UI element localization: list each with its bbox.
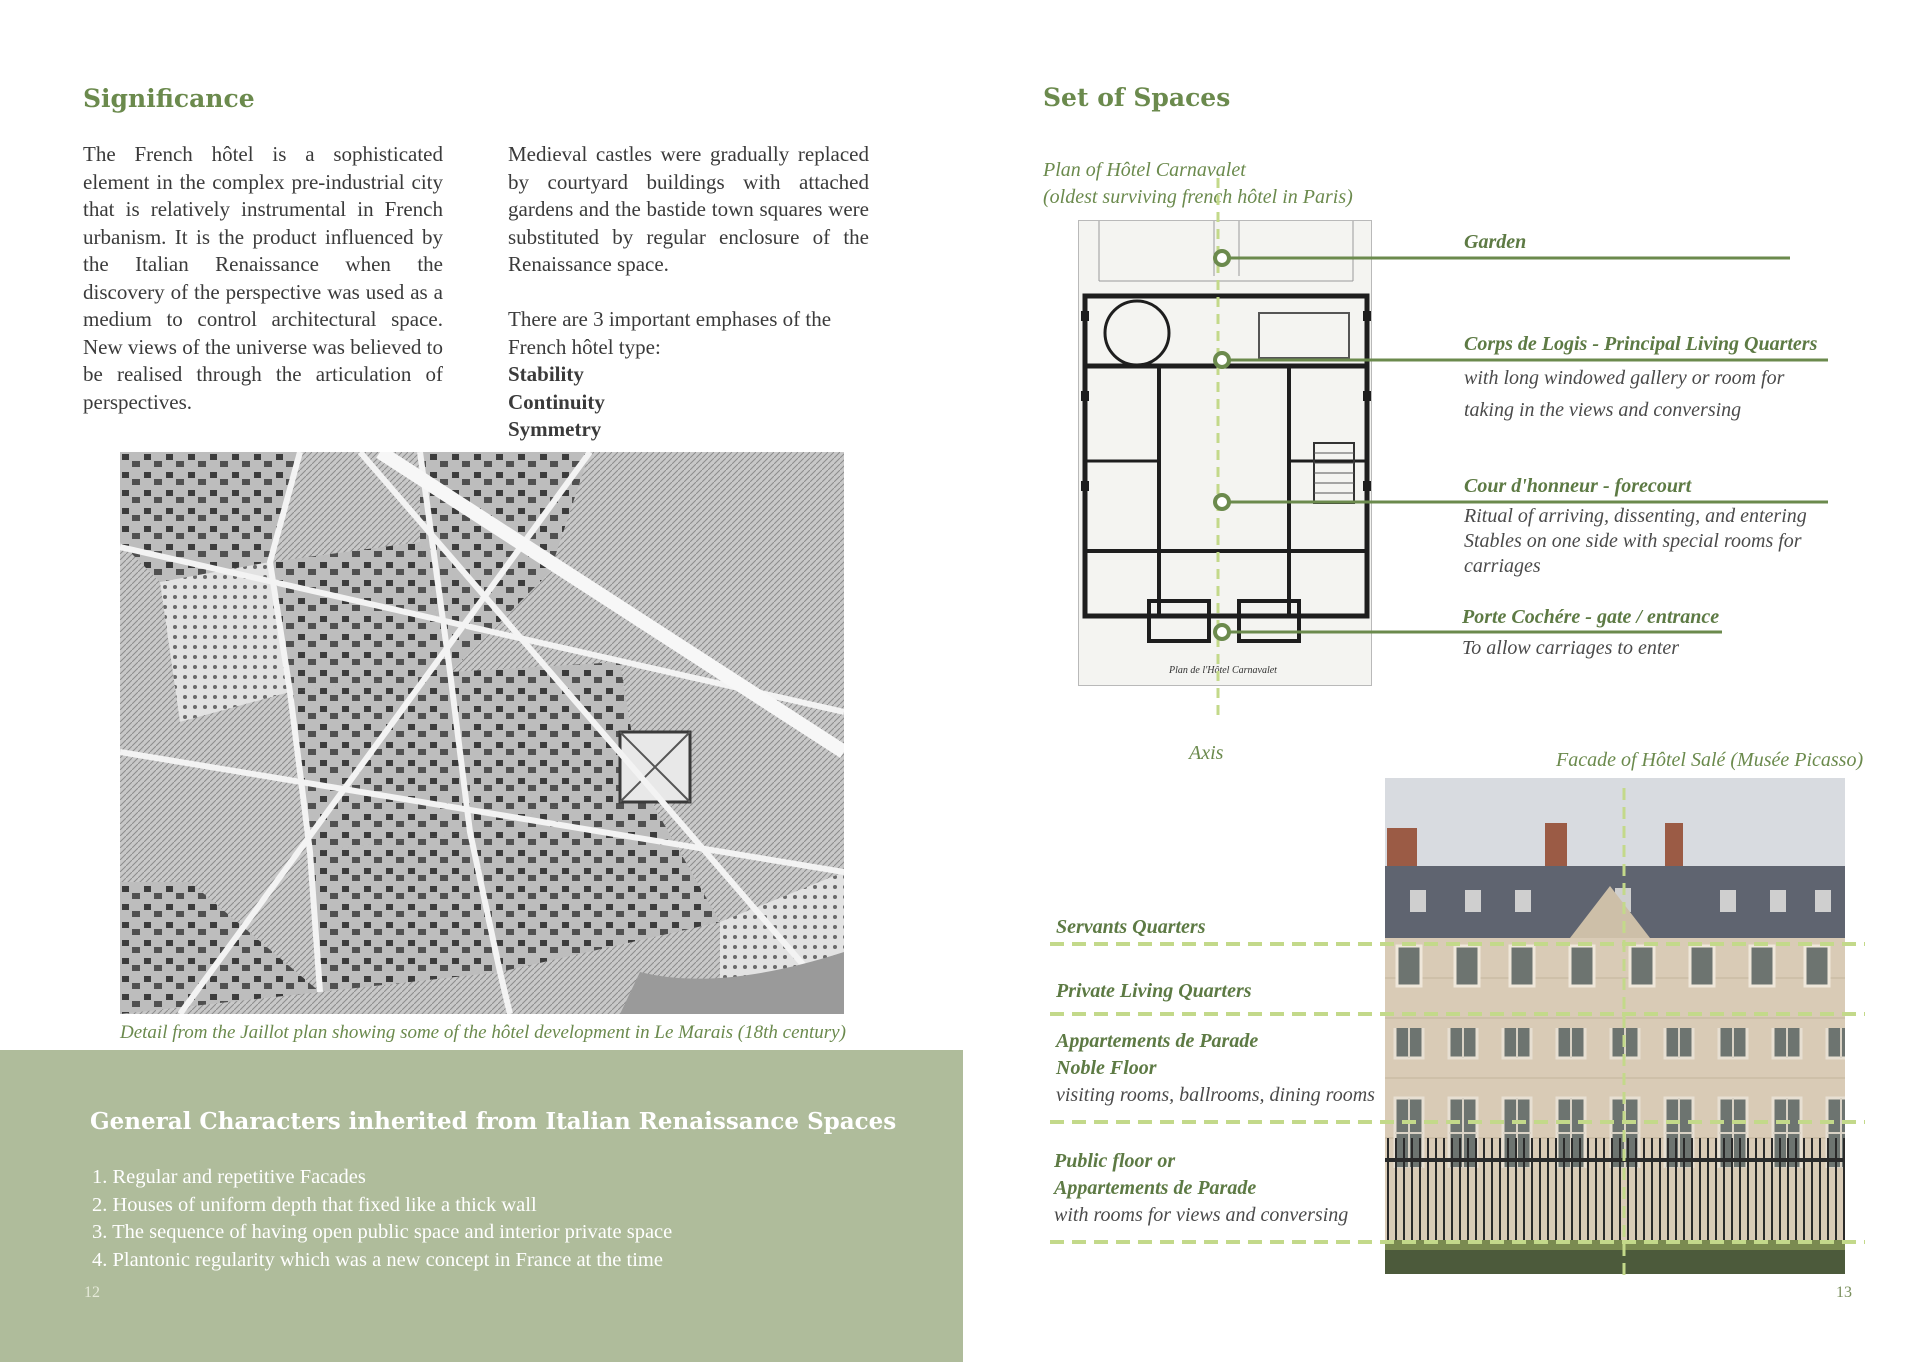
facade-label-private-living [1056,978,1252,1005]
cour-dhonneur-marker [1215,495,1229,509]
emphasis-continuity: Continuity [508,389,605,414]
characters-list [92,1164,672,1274]
axis-label: Axis [1189,742,1224,764]
plan-caption-line-2: (oldest surviving french hôtel in Paris) [1043,186,1353,208]
facade-label-public-floor [1054,1148,1348,1229]
plan-engraving-text: Plan de l'Hôtel Carnavalet [1169,665,1277,676]
servants-quarters-title: Servants Quarters [1056,916,1206,938]
facade-label-servants-quarters [1056,914,1205,941]
cour-dhonneur-desc-2: Stables on one side with special rooms for [1464,530,1802,552]
private-living-title: Private Living Quarters [1056,980,1252,1002]
cour-dhonneur-title: Cour d'honneur - forecourt [1464,475,1692,497]
noble-floor-title-2: Noble Floor [1056,1057,1157,1079]
noble-floor-desc: visiting rooms, ballrooms, dining rooms [1056,1084,1375,1106]
plan-label-corps-de-logis [1464,331,1817,426]
corps-de-logis-desc-2: taking in the views and conversing [1464,399,1742,421]
jaillot-plan-map-image [120,452,844,1014]
plan-label-garden [1464,229,1526,256]
map-engraving-illustration [120,452,844,1014]
garden-title: Garden [1464,231,1527,253]
emphasis-symmetry: Symmetry [508,417,602,441]
porte-cochere-marker [1215,625,1229,639]
corps-de-logis-title: Corps de Logis - Principal Living Quarters [1464,333,1818,355]
list-item: 3. The sequence of having open public space and interior private space [92,1221,673,1243]
panel-title: General Characters inherited from Italian Renaissance Spaces [90,1108,897,1135]
significance-column-1: The French hôtel is a sophisticated element in the complex pre-industrial city that is relatively instrumental in French urbanism. It is the product influenced by the Italian Renaissance when the discovery of the perspective was used as a medium to control architectural space. New views of the universe was believed to be realised through the articulation of perspectives. [83,142,443,414]
page-number-left: 12 [84,1284,100,1301]
plan-label-cour-dhonneur [1464,473,1807,579]
list-item: 1. Regular and repetitive Facades [92,1166,366,1188]
noble-floor-title-1: Appartements de Parade [1056,1030,1259,1052]
facade-caption: Facade of Hôtel Salé (Musée Picasso) [1556,749,1864,771]
garden-marker [1215,251,1229,265]
cour-dhonneur-desc-3: carriages [1464,555,1541,577]
plan-caption-line-1: Plan of Hôtel Carnavalet [1043,159,1246,181]
general-characters-panel [0,1050,963,1362]
list-item: 2. Houses of uniform depth that fixed like a thick wall [92,1193,537,1216]
cour-dhonneur-desc-1: Ritual of arriving, dissenting, and entering [1464,505,1807,527]
map-caption: Detail from the Jaillot plan showing some of the hôtel development in Le Marais (18th century) [120,1022,846,1043]
plan-annotation-lines [1040,170,1840,770]
significance-heading: Significance [83,84,255,113]
porte-cochere-desc-1: To allow carriages to enter [1462,637,1680,659]
plan-label-porte-cochere [1462,604,1719,662]
public-floor-desc: with rooms for views and conversing [1054,1204,1349,1226]
set-of-spaces-heading: Set of Spaces [1043,83,1231,112]
public-floor-title-1: Public floor or [1054,1150,1176,1172]
list-item: 4. Plantonic regularity which was a new concept in France at the time [92,1248,663,1271]
emphases-list [508,361,605,444]
significance-column-2-para-1: Medieval castles were gradually replaced by courtyard buildings with attached gardens and the bastide town squares were substituted by regular enclosure of the Renaissance space. [508,142,869,276]
emphasis-stability: Stability [508,362,584,386]
public-floor-title-2: Appartements de Parade [1054,1177,1257,1199]
significance-column-2-para-2: There are 3 important emphases of the French hôtel type: [508,307,832,359]
porte-cochere-title: Porte Cochére - gate / entrance [1462,606,1720,628]
page-number-right: 13 [1836,1284,1852,1301]
corps-de-logis-marker [1215,353,1229,367]
facade-label-noble-floor [1056,1028,1375,1109]
corps-de-logis-desc-1: with long windowed gallery or room for [1464,367,1785,389]
